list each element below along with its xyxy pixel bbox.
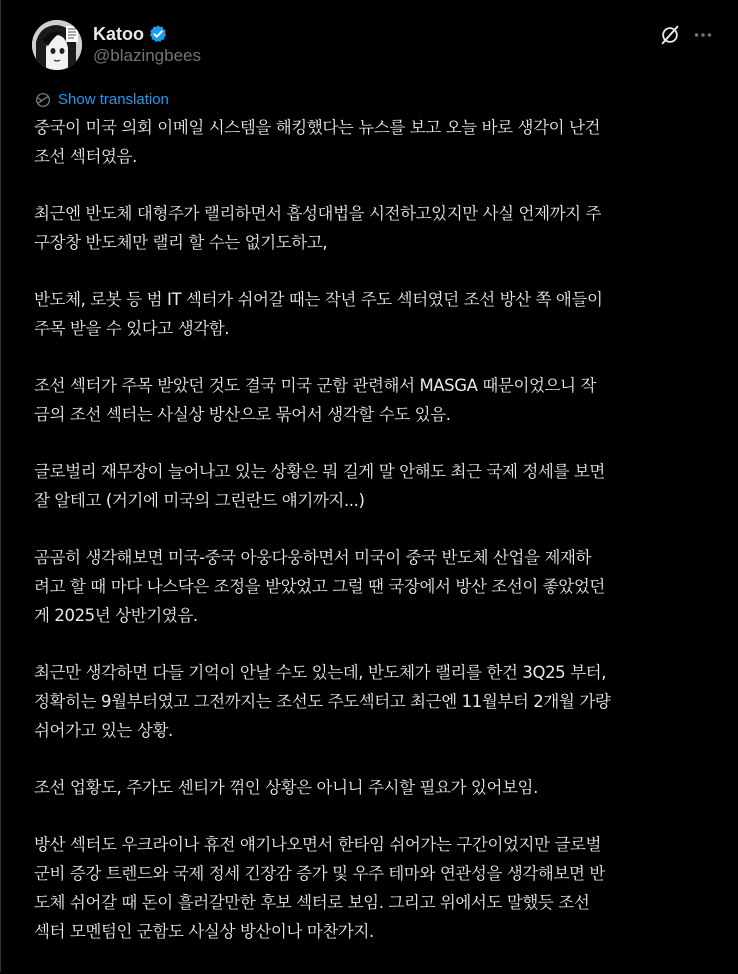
post-paragraph: 조선 업황도, 주가도 센티가 꺾인 상황은 아니니 주시할 필요가 있어보임. (34, 778, 538, 797)
more-options-button[interactable] (689, 22, 717, 48)
more-horizontal-icon (692, 24, 714, 46)
avatar[interactable] (32, 20, 82, 70)
show-translation-label[interactable]: Show translation (58, 91, 169, 108)
post-paragraph: 최근만 생각하면 다들 기억이 안날 수도 있는데, 반도체가 랠리를 한건 3Q25 부터, 정확히는 9월부터였고 그전까지는 조선도 주도섹터고 최근엔 11월부터 2개월 가량 쉬어가고 있는 상황. (34, 663, 611, 740)
anime-character-avatar-icon (32, 20, 82, 70)
translate-globe-icon (34, 91, 52, 109)
post-paragraph: 글로벌리 재무장이 늘어나고 있는 상황은 뭐 길게 말 안해도 최근 국제 정세를 보면 잘 알테고 (거기에 미국의 그린란드 얘기까지...) (34, 462, 605, 510)
verified-badge-icon (148, 24, 168, 44)
show-translation-link[interactable] (34, 90, 169, 110)
grok-icon (659, 24, 681, 46)
post-paragraph: 곰곰히 생각해보면 미국-중국 아웅다웅하면서 미국이 중국 반도체 산업을 제재하 려고 할 때 마다 나스닥은 조정을 받았었고 그럴 땐 국장에서 방산 조선이 좋았었던 게 2025년 상반기였음. (34, 548, 605, 625)
post-paragraph: 조선 섹터가 주목 받았던 것도 결국 미국 군함 관련해서 MASGA 때문이었으니 작 금의 조선 섹터는 사실상 방산으로 묶어서 생각할 수도 있음. (34, 376, 596, 424)
post-paragraph: 최근엔 반도체 대형주가 랠리하면서 흡성대법을 시전하고있지만 사실 언제까지 주 구장창 반도체만 랠리 할 수는 없기도하고, (34, 204, 602, 252)
post-text (34, 113, 719, 974)
post-paragraph: 반도체, 로봇 등 범 IT 섹터가 쉬어갈 때는 작년 주도 섹터였던 조선 방산 쪽 애들이 주목 받을 수 있다고 생각함. (34, 290, 603, 338)
post-paragraph: 중국이 미국 의회 이메일 시스템을 해킹했다는 뉴스를 보고 오늘 바로 생각이 난건 조선 섹터였음. (34, 118, 601, 166)
author-display-name[interactable]: Katoo (93, 24, 144, 44)
author-name-row[interactable] (93, 22, 168, 46)
post-paragraph: 방산 섹터도 우크라이나 휴전 얘기나오면서 한타임 쉬어가는 구간이었지만 글로벌 군비 증강 트렌드와 국제 정세 긴장감 증가 및 우주 테마와 연관성을 생각해보면 반 도체 쉬어갈 때 돈이 흘러갈만한 후보 섹터로 보임. 그리고 위에서도 말했듯 조선 섹터 모멘텀인 군함도 사실상 방산이나 마찬가지. (34, 835, 605, 941)
grok-button[interactable] (657, 22, 683, 48)
author-handle[interactable]: @blazingbees (93, 46, 201, 65)
